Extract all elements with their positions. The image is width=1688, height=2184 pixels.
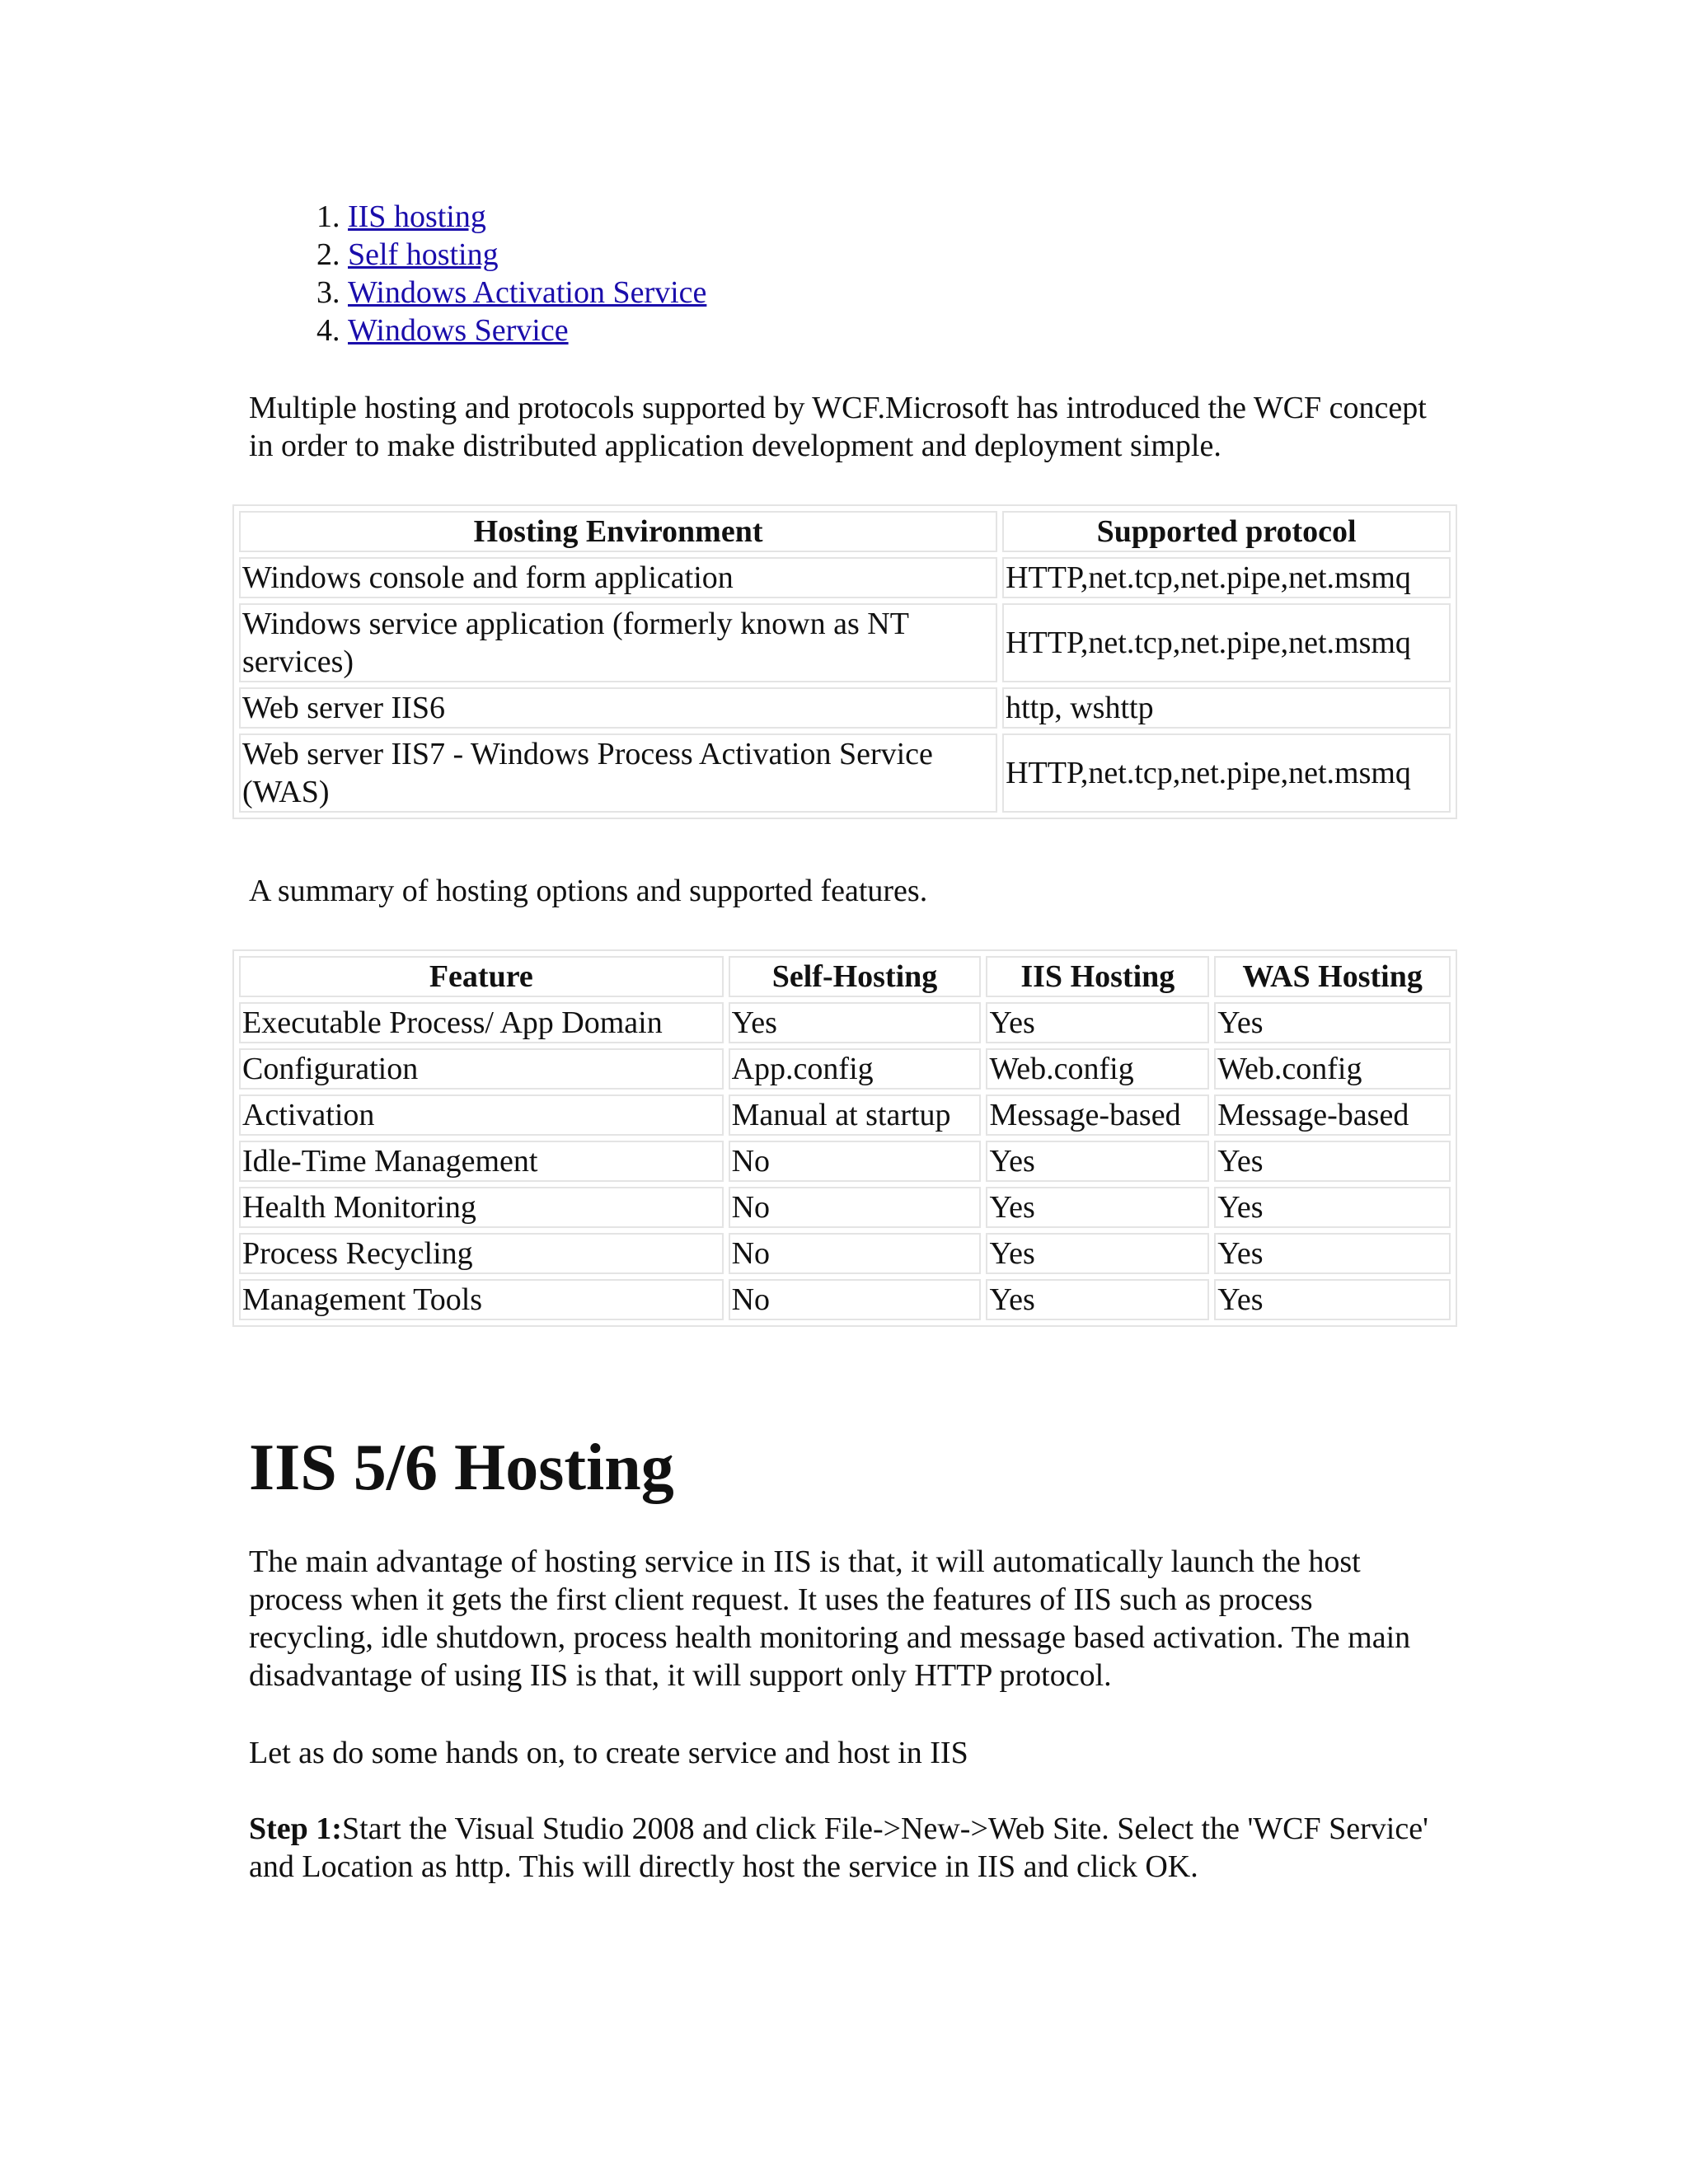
table-row <box>239 1141 1451 1182</box>
table-row <box>239 733 1451 813</box>
list-item <box>348 312 706 349</box>
table-cell: HTTP,net.tcp,net.pipe,net.msmq <box>1002 557 1451 598</box>
table-row <box>239 1048 1451 1090</box>
hosting-links-list <box>290 198 706 349</box>
table-header-row <box>239 511 1451 552</box>
table-cell: Yes <box>986 1187 1209 1228</box>
table-cell: Activation <box>239 1094 724 1136</box>
table-cell: Process Recycling <box>239 1233 724 1274</box>
column-header: Self-Hosting <box>729 956 982 997</box>
table-cell: Yes <box>986 1233 1209 1274</box>
table-cell: HTTP,net.tcp,net.pipe,net.msmq <box>1002 733 1451 813</box>
table-row <box>239 603 1451 682</box>
summary-paragraph: A summary of hosting options and supported features. <box>249 874 928 908</box>
column-header: Hosting Environment <box>239 511 997 552</box>
table-cell: Message-based <box>986 1094 1209 1136</box>
hands-on-paragraph: Let as do some hands on, to create service and host in IIS <box>249 1736 968 1770</box>
table-cell: Manual at startup <box>729 1094 982 1136</box>
intro-paragraph: Multiple hosting and protocols supported by WCF.Microsoft has introduced the WCF concept in order to make distributed application development and deployment simple. <box>249 391 1427 463</box>
step-1-label: Step 1: <box>249 1811 342 1846</box>
link-iis-hosting[interactable]: IIS hosting <box>348 199 486 234</box>
table-cell: Executable Process/ App Domain <box>239 1002 724 1043</box>
table-cell: Yes <box>1214 1233 1451 1274</box>
table-cell: Web server IIS6 <box>239 687 997 729</box>
table-header-row <box>239 956 1451 997</box>
column-header: Supported protocol <box>1002 511 1451 552</box>
link-self-hosting[interactable]: Self hosting <box>348 237 499 272</box>
step-1-text: Start the Visual Studio 2008 and click File->New->Web Site. Select the 'WCF Service' and Location as http. This will directly host the service in IIS and click OK. <box>249 1811 1428 1884</box>
table-row <box>239 687 1451 729</box>
table-cell: Web.config <box>1214 1048 1451 1090</box>
column-header: WAS Hosting <box>1214 956 1451 997</box>
table-row <box>239 1233 1451 1274</box>
table-cell: Yes <box>986 1141 1209 1182</box>
table-cell: Yes <box>986 1002 1209 1043</box>
table-cell: Management Tools <box>239 1279 724 1320</box>
table-cell: Yes <box>1214 1279 1451 1320</box>
link-windows-activation-service[interactable]: Windows Activation Service <box>348 275 707 310</box>
table-row <box>239 1279 1451 1320</box>
table-cell: Windows console and form application <box>239 557 997 598</box>
table-cell: No <box>729 1187 982 1228</box>
link-windows-service[interactable]: Windows Service <box>348 313 569 348</box>
feature-table <box>232 949 1457 1327</box>
table-cell: Health Monitoring <box>239 1187 724 1228</box>
list-item <box>348 236 706 274</box>
table-cell: http, wshttp <box>1002 687 1451 729</box>
step-1-paragraph <box>249 1810 1444 1886</box>
table-row <box>239 1094 1451 1136</box>
column-header: IIS Hosting <box>986 956 1209 997</box>
table-cell: Web server IIS7 - Windows Process Activation Service (WAS) <box>239 733 997 813</box>
list-item <box>348 274 706 312</box>
table-cell: Yes <box>729 1002 982 1043</box>
table-cell: Windows service application (formerly known as NT services) <box>239 603 997 682</box>
table-row <box>239 557 1451 598</box>
table-row <box>239 1187 1451 1228</box>
table-cell: No <box>729 1141 982 1182</box>
table-cell: Message-based <box>1214 1094 1451 1136</box>
table-cell: No <box>729 1233 982 1274</box>
section-heading: IIS 5/6 Hosting <box>249 1432 674 1504</box>
table-row <box>239 1002 1451 1043</box>
table-cell: Yes <box>1214 1141 1451 1182</box>
table-cell: Yes <box>1214 1002 1451 1043</box>
table-cell: Yes <box>1214 1187 1451 1228</box>
table-cell: No <box>729 1279 982 1320</box>
table-cell: Web.config <box>986 1048 1209 1090</box>
list-item <box>348 198 706 236</box>
iis-advantages-paragraph: The main advantage of hosting service in IIS is that, it will automatically launch the host process when it gets the first client request. It uses the features of IIS such as process recycling, idle shutdown, process health monitoring and message based activation. The main disadvantage of using IIS is that, it will support only HTTP protocol. <box>249 1544 1411 1693</box>
table-cell: Configuration <box>239 1048 724 1090</box>
column-header: Feature <box>239 956 724 997</box>
table-cell: App.config <box>729 1048 982 1090</box>
table-cell: Idle-Time Management <box>239 1141 724 1182</box>
table-cell: Yes <box>986 1279 1209 1320</box>
protocol-table <box>232 504 1457 819</box>
table-cell: HTTP,net.tcp,net.pipe,net.msmq <box>1002 603 1451 682</box>
